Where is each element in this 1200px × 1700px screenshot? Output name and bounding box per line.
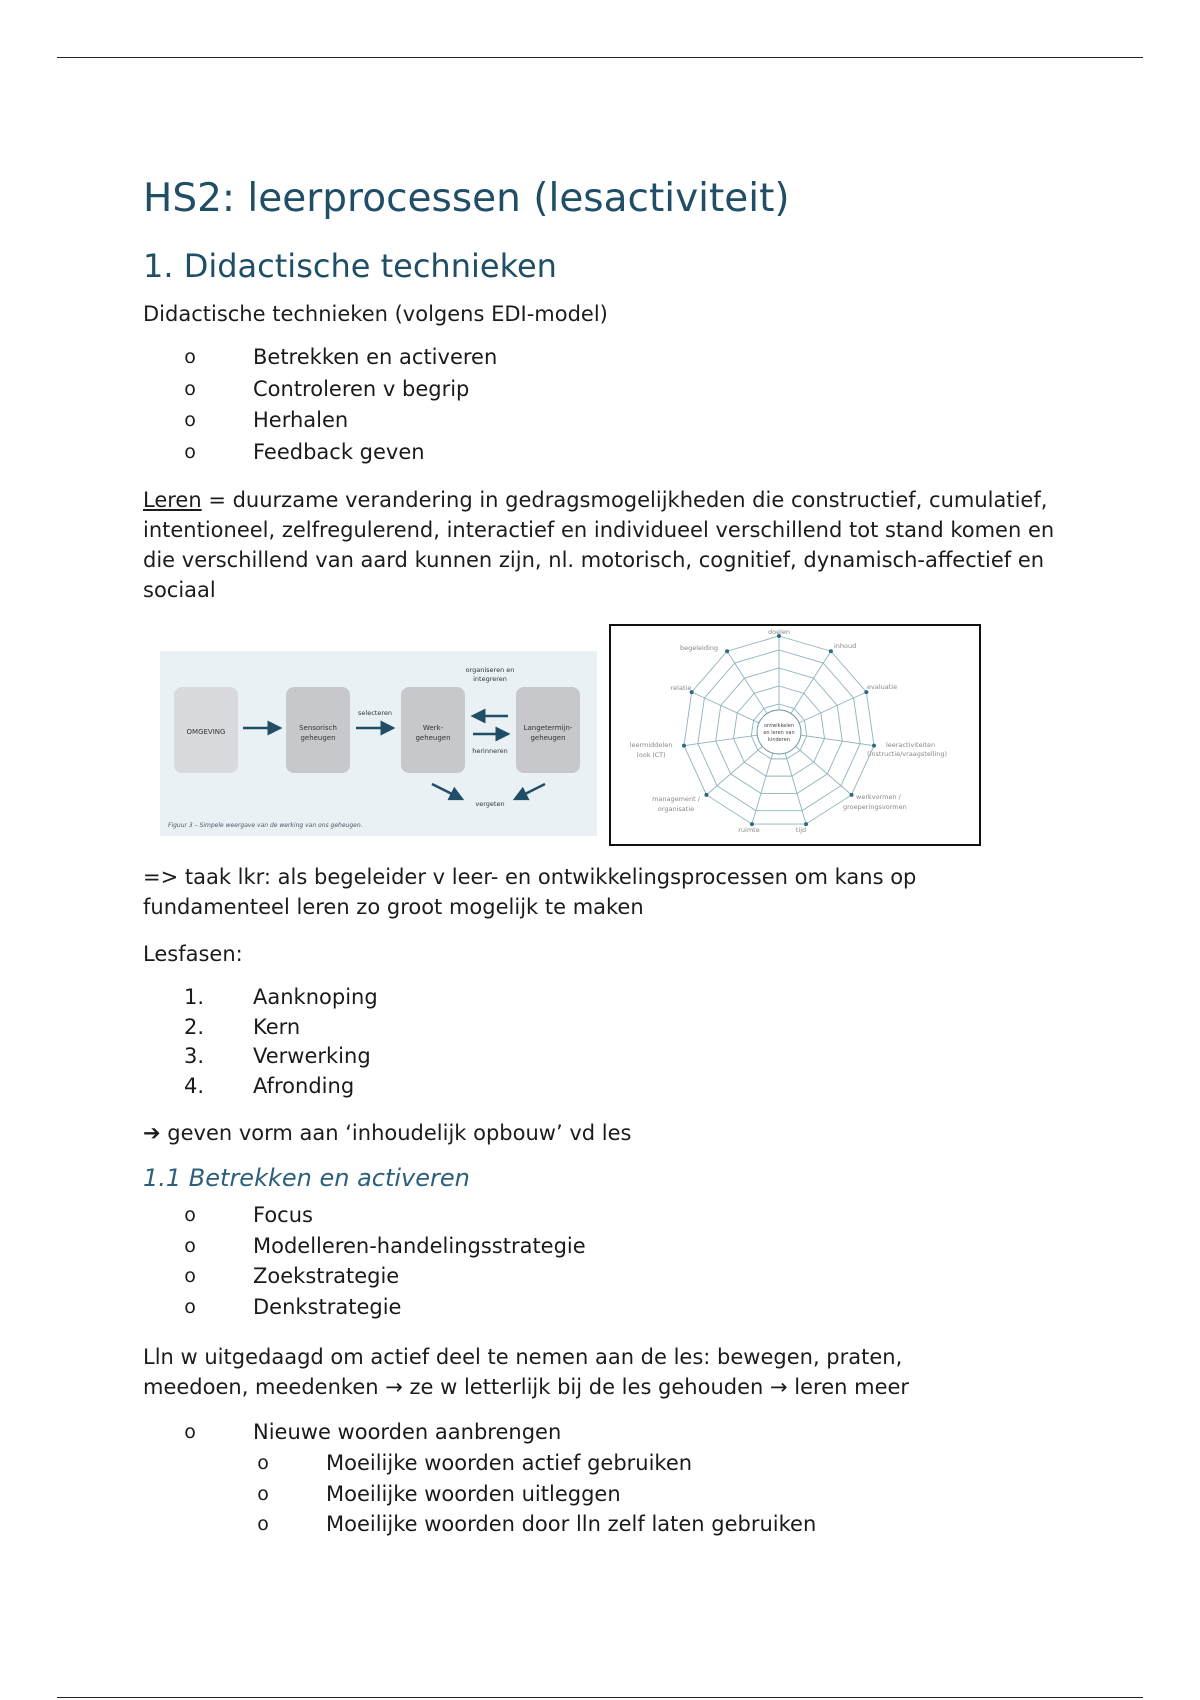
bullet: o — [184, 1295, 196, 1318]
label-evaluatie: evaluatie — [867, 683, 898, 691]
bullet: o — [184, 409, 196, 431]
memory-diagram — [160, 651, 597, 836]
arrow-vergeten-right — [515, 784, 545, 799]
label-inhoud: inhoud — [834, 642, 857, 650]
werk-label-1: Werk- — [422, 724, 444, 732]
web-node — [872, 744, 876, 748]
label-doelen: doelen — [767, 628, 791, 636]
langetermijn-label-1: Langetermijn- — [523, 724, 573, 732]
bullet: o — [184, 1204, 196, 1226]
bottom-rule — [57, 1697, 1143, 1698]
leren-definition — [143, 485, 1073, 605]
web-node — [682, 744, 686, 748]
bullet: o — [257, 1452, 269, 1474]
bullet: o — [257, 1513, 269, 1535]
bullet: o — [257, 1482, 269, 1505]
center-label-3: kinderen — [768, 737, 790, 743]
werk-label-2: geheugen — [415, 734, 451, 742]
label-leeractiviteiten-1: leeractiviteiten — [886, 741, 936, 749]
label-leermiddelen-2: (ook ICT) — [636, 751, 666, 759]
task-text: => taak lkr: als begeleider v leer- en ontwikkelingsprocessen om kans op fundamenteel leren zo groot mogelijk te maken — [143, 865, 917, 919]
bullet: o — [184, 440, 196, 463]
label-relatie: relatie — [670, 684, 692, 692]
center-label-2: en leren van — [763, 730, 795, 736]
herinneren-label: herinneren — [472, 747, 508, 755]
techniques-intro: Didactische technieken (volgens EDI-model) — [143, 302, 608, 326]
opbouw-text: ➔ geven vorm aan ‘inhoudelijk opbouw’ vd les — [143, 1121, 632, 1145]
bullet: o — [184, 1265, 196, 1287]
bullet: o — [184, 377, 196, 400]
bullet: o — [184, 1421, 196, 1443]
bullet: o — [184, 346, 196, 368]
lesfasen-label: Lesfasen: — [143, 942, 243, 966]
label-management-2: organisatie — [657, 805, 695, 813]
leren-text: = duurzame verandering in gedragsmogelijkheden die constructief, cumulatief, intentioneel, zelfregulerend, interactief en individueel verschillend tot stand komen en die verschillend van aard kunnen zijn, nl. motorisch, cognitief, dynamisch-affectief en sociaal — [143, 488, 1055, 602]
label-werkvormen-1: werkvormen / — [856, 793, 901, 801]
langetermijn-label-2: geheugen — [530, 734, 566, 742]
label-management-1: management / — [652, 795, 700, 803]
label-leermiddelen-1: leermiddelen — [629, 741, 673, 749]
memory-diagram-svg — [160, 651, 597, 836]
label-begeleiding: begeleiding — [679, 644, 719, 652]
web-node — [850, 793, 854, 797]
web-node — [725, 649, 729, 653]
uitgedaagd-paragraph: Lln w uitgedaagd om actief deel te nemen aan de les: bewegen, praten, meedoen, meedenken → ze w letterlijk bij de les gehouden → leren meer — [143, 1345, 910, 1399]
arrow-vergeten-left — [432, 784, 462, 799]
sensorisch-label-1: Sensorisch — [299, 724, 337, 732]
label-leeractiviteiten-2: (instructie/vraagstelling) — [867, 750, 948, 758]
spider-web-svg — [611, 626, 979, 844]
top-rule — [57, 57, 1143, 58]
label-tijd: tijd — [795, 826, 807, 834]
spider-web-diagram — [609, 624, 981, 846]
center-label-1: ontwikkelen — [764, 723, 794, 729]
page-title: HS2: leerprocessen (lesactiviteit) — [143, 176, 790, 221]
organiseren-label-1: organiseren en — [465, 666, 515, 674]
section-heading-betrekken-activeren: 1.1 Betrekken en activeren — [143, 1164, 470, 1192]
memory-figure-caption: Figuur 3 – Simpele weergave van de werking van ons geheugen. — [168, 822, 363, 829]
sensorisch-label-2: geheugen — [300, 734, 336, 742]
omgeving-label: OMGEVING — [186, 728, 226, 736]
label-werkvormen-2: groeperingsvormen — [843, 803, 907, 811]
organiseren-label-2: integreren — [473, 675, 507, 683]
web-node — [704, 793, 708, 797]
section-heading-didactische-technieken: 1. Didactische technieken — [143, 247, 557, 285]
web-node — [829, 649, 833, 653]
leren-term: Leren — [143, 488, 202, 512]
bullet: o — [184, 1234, 196, 1257]
label-ruimte: ruimte — [738, 826, 760, 834]
selecteren-label: selecteren — [358, 709, 392, 717]
vergeten-label: vergeten — [475, 800, 505, 808]
